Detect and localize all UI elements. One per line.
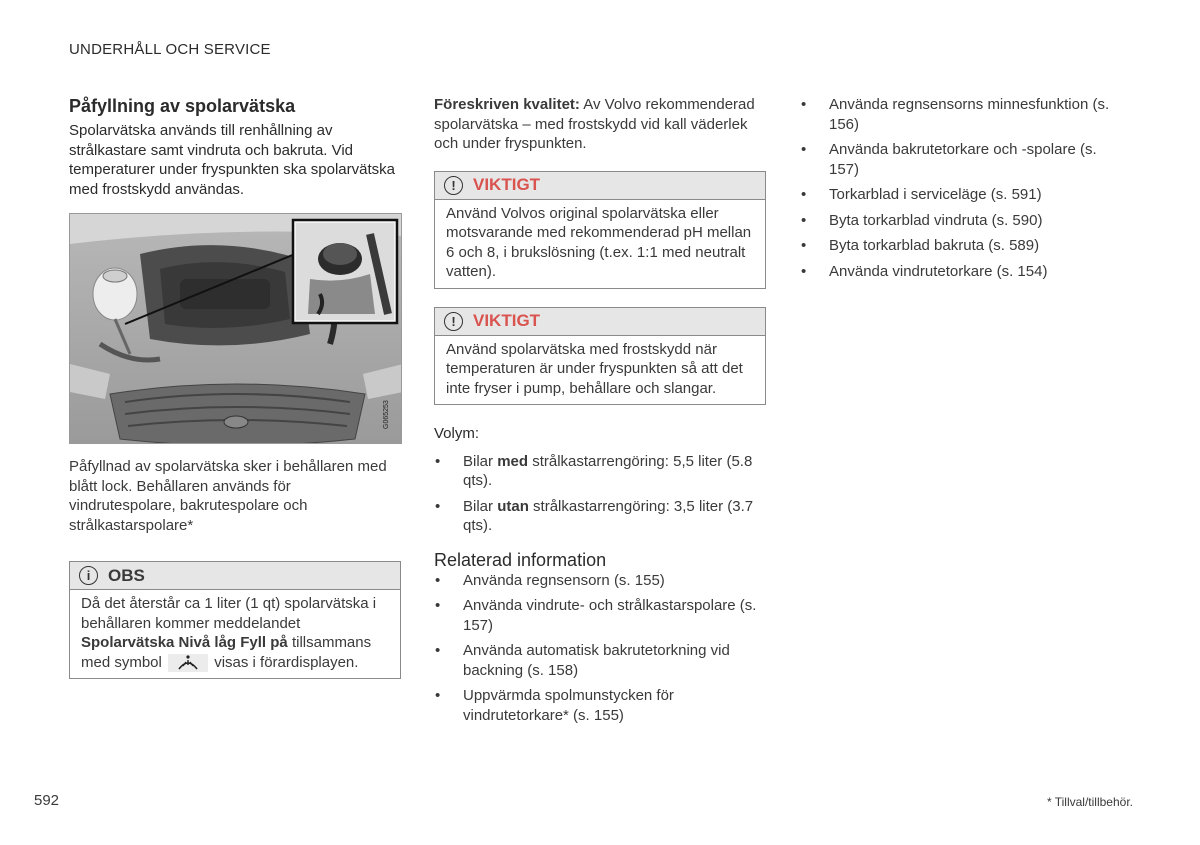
exclamation-icon: ! [444, 312, 463, 331]
exclamation-icon: ! [444, 176, 463, 195]
footnote: * Tillval/tillbehör. [1046, 795, 1133, 809]
obs-note-box [69, 561, 401, 679]
list-item: • Bilar utan strålkastarrengöring: 3,5 liter (3.7 qts). [434, 497, 766, 536]
quality-text: Av Volvo rekommenderad spolarvätska – med frostskydd vid kall väderlek och under fryspunkten. [434, 96, 755, 152]
related-link[interactable]: • Uppvärmda spolmunstycken för vindrutetorkare* (s. 155) [434, 686, 766, 725]
intro-paragraph: Spolarvätska används till renhållning av strålkastare samt vindruta och bakruta. Vid temperaturer under fryspunkten ska spolarvätska med frostskydd användas. [69, 122, 395, 198]
figure-code: G065253 [383, 400, 390, 429]
related-info-list [434, 571, 766, 726]
right-column [800, 95, 1110, 281]
warning-body-2: Använd spolarvätska med frostskydd när temperaturen är under fryspunkten så att det inte fryser i pump, behållare och slangar. [446, 340, 743, 397]
warning-header-2 [435, 308, 765, 336]
obs-text-after: visas i förardisplayen. [214, 653, 359, 671]
related-link[interactable]: • Använda vindrutetorkare (s. 154) [800, 262, 1110, 282]
obs-title: OBS [108, 565, 145, 585]
middle-column [434, 95, 766, 725]
related-link[interactable]: • Byta torkarblad bakruta (s. 589) [800, 236, 1110, 256]
quality-label: Föreskriven kvalitet: [434, 96, 580, 113]
engine-bay-illustration [69, 213, 402, 444]
related-link[interactable]: • Använda regnsensorn (s. 155) [434, 571, 766, 591]
volume-label: Volym: [434, 425, 480, 442]
engine-bay-drawing [70, 214, 402, 444]
quality-paragraph [434, 95, 766, 154]
related-link[interactable]: • Torkarblad i serviceläge (s. 591) [800, 185, 1110, 205]
related-link[interactable]: • Byta torkarblad vindruta (s. 590) [800, 211, 1110, 231]
section-heading: Påfyllning av spolarvätska [69, 96, 296, 116]
related-link[interactable]: • Använda vindrute- och strålkastarspolare (s. 157) [434, 596, 766, 635]
related-info-title: Relaterad information [434, 549, 607, 570]
related-link[interactable]: • Använda automatisk bakrutetorkning vid backning (s. 158) [434, 641, 766, 680]
related-info-list-continued [800, 95, 1110, 281]
figure-caption: Påfyllnad av spolarvätska sker i behållaren med blått lock. Behållaren används för vindrutespolare, bakrutespolare och strålkastarspolare* [69, 458, 387, 534]
obs-note-header [70, 562, 400, 590]
related-link[interactable]: • Använda bakrutetorkare och -spolare (s. 157) [800, 140, 1110, 179]
washer-fluid-icon [168, 654, 208, 672]
volume-list [434, 452, 766, 536]
warning-box-1 [434, 171, 766, 289]
warning-header-1 [435, 172, 765, 200]
obs-display-message: Spolarvätska Nivå låg Fyll på [81, 634, 288, 651]
warning-body-1: Använd Volvos original spolarvätska eller motsvarande med rekommenderad pH mellan 6 och 8, i brukslösning (t.ex. 1:1 med neutralt vatten). [446, 204, 752, 280]
page-number: 592 [34, 792, 60, 809]
info-icon: i [79, 566, 98, 585]
page-header: UNDERHÅLL OCH SERVICE [69, 41, 271, 58]
obs-note-body [70, 590, 400, 678]
related-link[interactable]: • Använda regnsensorns minnesfunktion (s. 156) [800, 95, 1110, 134]
warning-box-2 [434, 307, 766, 406]
obs-text-middle: tillsammans med symbol [81, 634, 372, 671]
warning-title-2: VIKTIGT [473, 311, 541, 331]
list-item: • Bilar med strålkastarrengöring: 5,5 liter (5.8 qts). [434, 452, 766, 491]
left-column [69, 95, 401, 679]
obs-text-before: Då det återstår ca 1 liter (1 qt) spolarvätska i behållaren kommer meddelandet [81, 595, 377, 632]
warning-title-1: VIKTIGT [473, 175, 541, 195]
